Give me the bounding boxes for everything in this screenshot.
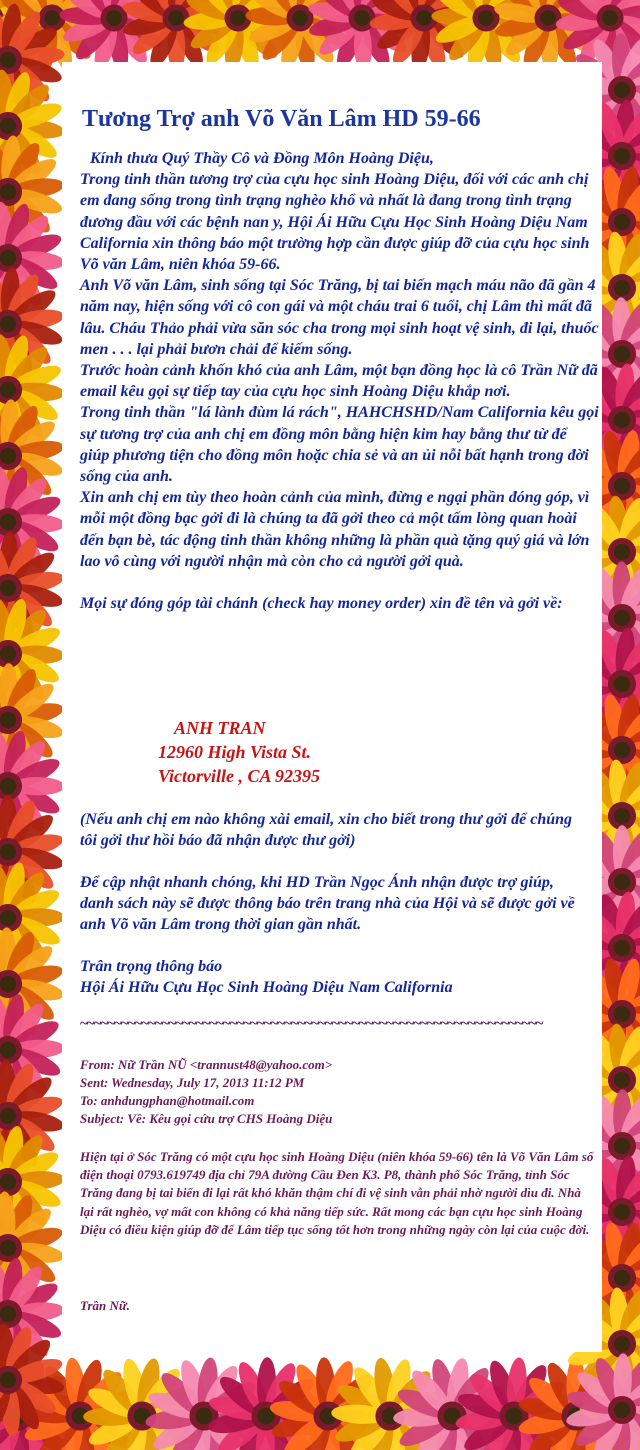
- call-to-action-paragraph: Trong tinh thần "lá lành đùm lá rách", HAHCHSHD/Nam California kêu gọi sự tương trợ của anh chị em đồng môn bằng hiện kim hay bằng thư từ để giúp phương tiện cho đồng môn hoặc chia sẻ và an ủi nỗi bất hạnh trong đời sống của anh.: [80, 404, 599, 486]
- announcement-body: [80, 148, 600, 614]
- encouragement-paragraph: Xin anh chị em tùy theo hoàn cảnh của mình, đừng e ngại phần đóng góp, vì mỗi một đồng bạc gởi đi là chúng ta đã gởi theo cả một tấm lòng quan hoài đến bạn bè, tác động tinh thần không những là phần quà tặng quý giá và lớn lao vô cùng với người nhận mà còn cho cả người gởi quà.: [80, 489, 590, 570]
- update-note: Để cập nhật nhanh chóng, khi HD Trần Ngọc Ánh nhận được trợ giúp, danh sách này sẽ được thông báo trên trang nhà của Hội và sẽ được gởi về anh Võ văn Lâm trong thời gian gần nhất.: [80, 874, 575, 933]
- email-body: [80, 1148, 595, 1239]
- address-city: Victorville , CA 92395: [158, 766, 321, 786]
- email-header: [80, 1056, 590, 1128]
- divider-line: ~~~~~~~~~~~~~~~~~~~~~~~~~~~~~~~~~~~~~~~~~~~~~~~~~~~~~~~~~~~~~~~~~~~~: [80, 1016, 543, 1032]
- page-title: Tương Trợ anh Võ Văn Lâm HD 59-66: [82, 106, 481, 132]
- closing-org: Hội Ái Hữu Cựu Học Sinh Hoàng Diệu Nam California: [80, 979, 453, 996]
- email-to: To: anhdungphan@hotmail.com: [80, 1093, 255, 1108]
- email-signature: Trần Nữ.: [80, 1298, 130, 1313]
- donation-instructions-paragraph: Mọi sự đóng góp tài chánh (check hay money order) xin đề tên và gởi về:: [80, 595, 563, 613]
- email-from: From: Nữ Trần NŨ <trannust48@yahoo.com>: [80, 1057, 333, 1072]
- appeal-origin-paragraph: Trước hoàn cảnh khốn khó của anh Lâm, một bạn đồng học là cô Trần Nữ đã email kêu gọi sự tiếp tay của cựu học sinh Hoàng Diệu khắp nơi.: [80, 362, 598, 401]
- intro-paragraph: Trong tinh thần tương trợ của cựu học sinh Hoàng Diệu, đối với các anh chị em đang sống trong tình trạng nghèo khổ và nhất là đang trong tình trạng đương đầu với các bệnh nan y, Hội Ái Hữu Cựu Học Sinh Hoàng Diệu Nam California xin thông báo một trường hợp cần được giúp đỡ của cựu học sinh Võ văn Lâm, niên khóa 59-66.: [80, 171, 590, 274]
- no-email-note: (Nếu anh chị em nào không xài email, xin cho biết trong thư gởi để chúng tôi gởi thư hồi báo đã nhận được thư gởi): [80, 811, 573, 849]
- situation-paragraph: Anh Võ văn Lâm, sinh sống tại Sóc Trăng, bị tai biến mạch máu não đã gần 4 năm nay, hiện sống với cô con gái và một cháu trai 6 tuổi, chị Lâm thì mất đã lâu. Cháu Thảo phải vừa săn sóc cha trong mọi sinh hoạt vệ sinh, đi lại, thuốc men . . . lại phải bươn chải để kiếm sống.: [80, 277, 599, 358]
- closing: [80, 956, 590, 998]
- address-name: ANH TRAN: [174, 718, 266, 738]
- email-sent: Sent: Wednesday, July 17, 2013 11:12 PM: [80, 1075, 305, 1090]
- mailing-address: [158, 716, 320, 788]
- email-body-text: Hiện tại ở Sóc Trăng có một cựu học sinh Hoàng Diệu (niên khóa 59-66) tên là Võ Văn Lâm số điện thoại 0793.619749 địa chỉ 79A đường Cầu Đen K3. P8, thành phố Sóc Trăng, tỉnh Sóc Trăng đang bị tai biến đi lại rất khó khăn thậm chí đi vệ sinh vẫn phải nhờ người dìu đi. Nhà lại rất nghèo, vợ mất con không có khả năng tiếp sức. Rất mong các bạn cựu học sinh Hoàng Diệu có điều kiện giúp đỡ để Lâm tiếp tục sống tốt hơn trong những ngày còn lại của cuộc đời.: [80, 1149, 594, 1237]
- closing-greeting: Trân trọng thông báo: [80, 958, 223, 975]
- notes-section: [80, 809, 590, 998]
- email-subject: Subject: Về: Kêu gọi cứu trợ CHS Hoàng Diệu: [80, 1111, 333, 1126]
- address-street: 12960 High Vista St.: [158, 742, 312, 762]
- greeting-paragraph: Kính thưa Quý Thầy Cô và Đồng Môn Hoàng Diệu,: [90, 150, 434, 167]
